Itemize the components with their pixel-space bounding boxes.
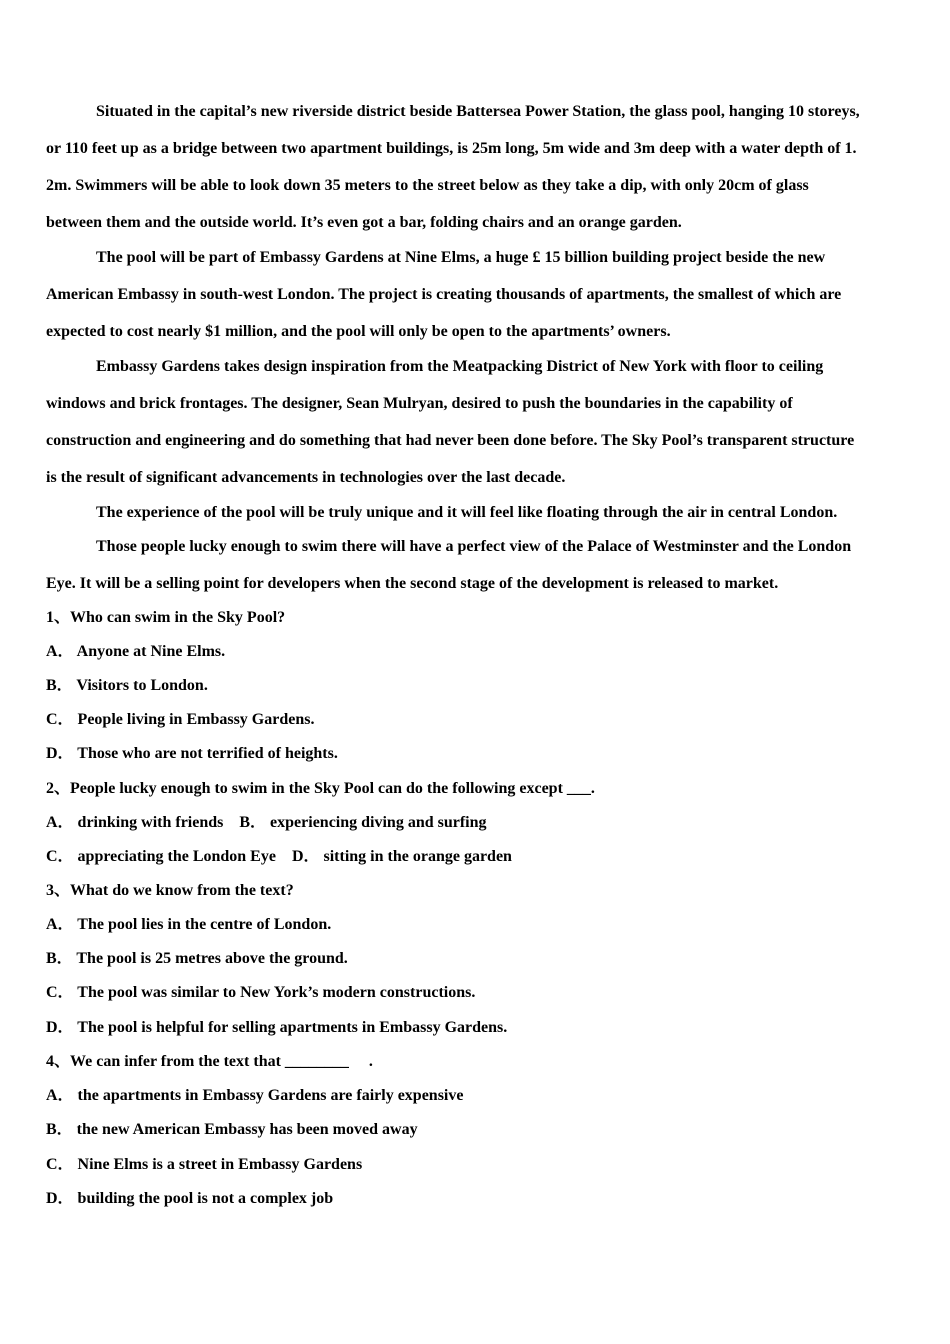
- question-2-stem: 2、People lucky enough to swim in the Sky Pool can do the following except ___.: [46, 780, 595, 797]
- passage-p2-line-1: The pool will be part of Embassy Gardens at Nine Elms, a huge £ 15 billion building project beside the new: [96, 249, 826, 266]
- question-3-option-b: B． The pool is 25 metres above the ground.: [46, 950, 348, 967]
- passage-p3-line-4: is the result of significant advancements in technologies over the last decade.: [46, 469, 566, 486]
- passage-p5-line-2: Eye. It will be a selling point for developers when the second stage of the development is released to market.: [46, 575, 779, 592]
- question-3-option-c: C． The pool was similar to New York’s modern constructions.: [46, 984, 476, 1001]
- question-4-option-c: C． Nine Elms is a street in Embassy Gardens: [46, 1156, 363, 1173]
- passage-p3-line-3: construction and engineering and do something that had never been done before. The Sky Pool’s transparent structure: [46, 432, 855, 449]
- passage-p3-line-1: Embassy Gardens takes design inspiration from the Meatpacking District of New York with floor to ceiling: [96, 358, 824, 375]
- question-1-stem: 1、Who can swim in the Sky Pool?: [46, 609, 286, 626]
- question-4-option-d: D． building the pool is not a complex job: [46, 1190, 334, 1207]
- question-3-stem: 3、What do we know from the text?: [46, 882, 294, 899]
- question-1-option-b: B． Visitors to London.: [46, 677, 208, 694]
- question-4-option-b: B． the new American Embassy has been moved away: [46, 1121, 418, 1138]
- passage-p5-line-1: Those people lucky enough to swim there will have a perfect view of the Palace of Westminster and the London: [96, 538, 852, 555]
- passage-p1-line-2: or 110 feet up as a bridge between two apartment buildings, is 25m long, 5m wide and 3m deep with a water depth of 1.: [46, 140, 857, 157]
- passage-p1-line-1: Situated in the capital’s new riverside district beside Battersea Power Station, the glass pool, hanging 10 storeys,: [96, 103, 860, 120]
- question-1-option-c: C． People living in Embassy Gardens.: [46, 711, 315, 728]
- question-3-option-a: A． The pool lies in the centre of London.: [46, 916, 332, 933]
- question-1-option-d: D． Those who are not terrified of heights.: [46, 745, 338, 762]
- question-3-option-d: D． The pool is helpful for selling apartments in Embassy Gardens.: [46, 1019, 508, 1036]
- passage-p1-line-4: between them and the outside world. It’s even got a bar, folding chairs and an orange garden.: [46, 214, 682, 231]
- passage-p3-line-2: windows and brick frontages. The designer, Sean Mulryan, desired to push the boundaries in the capability of: [46, 395, 793, 412]
- question-4-option-a: A． the apartments in Embassy Gardens are fairly expensive: [46, 1087, 464, 1104]
- question-1-option-a: A． Anyone at Nine Elms.: [46, 643, 226, 660]
- passage-p2-line-3: expected to cost nearly $1 million, and the pool will only be open to the apartments’ owners.: [46, 323, 671, 340]
- passage-p1-line-3: 2m. Swimmers will be able to look down 35 meters to the street below as they take a dip, with only 20cm of glass: [46, 177, 809, 194]
- passage-p2-line-2: American Embassy in south-west London. The project is creating thousands of apartments, the smallest of which are: [46, 286, 842, 303]
- passage-p4-line-1: The experience of the pool will be truly unique and it will feel like floating through the air in central London.: [96, 504, 838, 521]
- question-2-options-cd: C． appreciating the London Eye D． sitting in the orange garden: [46, 848, 512, 865]
- question-4-stem: 4、We can infer from the text that ________ .: [46, 1053, 373, 1070]
- question-2-options-ab: A． drinking with friends B． experiencing diving and surfing: [46, 814, 487, 831]
